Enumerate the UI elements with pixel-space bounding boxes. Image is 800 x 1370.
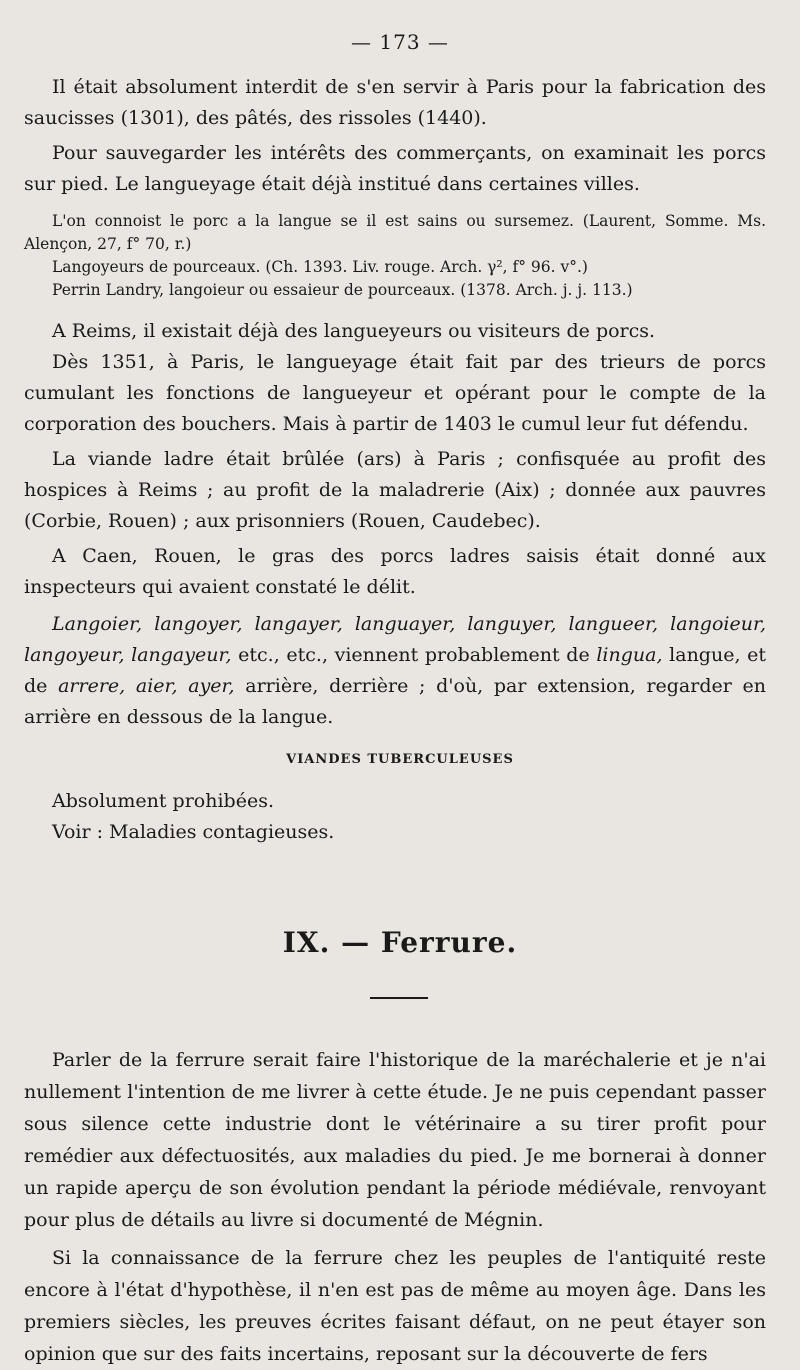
citation: Perrin Landry, langoieur ou essaieur de pourceaux. (1378. Arch. j. j. 113.) — [52, 281, 633, 299]
text-span: etc., etc., viennent probablement de — [231, 644, 597, 666]
text-span: arrière, derrière ; d'où, par extension, regarder en arrière en dessous de la langue. — [24, 675, 766, 728]
paragraph: Parler de la ferrure serait faire l'historique de la maréchalerie et je n'ai nullement l'intention de me livrer à cette étude. Je ne puis cependant passer sous silence cette industrie dont le vétérinaire a su tirer profit pour remédier aux défectuosités, aux maladies du pied. Je me bornerai à donner un rapide aperçu de son évolution pendant la période médiévale, renvoyant pour plus de détails au livre si documenté de Mégnin. — [24, 1049, 766, 1231]
chapter-title: IX. — Ferrure. — [282, 926, 518, 959]
etymology-paragraph — [24, 609, 766, 733]
middle-block — [24, 316, 766, 733]
citation: L'on connoist le porc a la langue se il est sains ou sursemez. (Laurent, Somme. Ms. Alençon, 27, f° 70, r.) — [24, 212, 766, 253]
page-number: — 173 — — [351, 30, 449, 54]
paragraph: Pour sauvegarder les intérêts des commerçants, on examinait les porcs sur pied. Le langueyage était déjà institué dans certaines villes. — [24, 142, 766, 195]
paragraph: Il était absolument interdit de s'en servir à Paris pour la fabrication des saucisses (1301), des pâtés, des rissoles (1440). — [24, 76, 766, 129]
bottom-block — [24, 1044, 766, 1370]
section-lines — [24, 786, 766, 848]
italic-words: Langoier, langoyer, langayer, languayer, languyer, langueer, langoieur, langoyeur, langayeur, — [24, 613, 766, 666]
citations-block — [24, 210, 766, 302]
section-line: Voir : Maladies contagieuses. — [52, 821, 335, 843]
italic-lingua: lingua, — [596, 644, 663, 666]
paragraph: A Caen, Rouen, le gras des porcs ladres saisis était donné aux inspecteurs qui avaient constaté le délit. — [24, 545, 766, 598]
paragraph: La viande ladre était brûlée (ars) à Paris ; confisquée au profit des hospices à Reims ; au profit de la maladrerie (Aix) ; donnée aux pauvres (Corbie, Rouen) ; aux prisonniers (Rouen, Caudebec). — [24, 448, 766, 532]
text-span: langue, et de — [24, 644, 766, 697]
section-line: Absolument prohibées. — [52, 790, 274, 812]
italic-arrere: arrere, aier, ayer, — [58, 675, 235, 697]
citation: Langoyeurs de pourceaux. (Ch. 1393. Liv. rouge. Arch. γ², f° 96. v°.) — [52, 258, 588, 276]
paragraph: Dès 1351, à Paris, le langueyage était fait par des trieurs de porcs cumulant les fonctions de langueyeur et opérant pour le compte de la corporation des bouchers. Mais à partir de 1403 le cumul leur fut défendu. — [24, 351, 766, 435]
paragraph: Si la connaissance de la ferrure chez les peuples de l'antiquité reste encore à l'état d'hypothèse, il n'en est pas de même au moyen âge. Dans les premiers siècles, les preuves écrites faisant défaut, on ne peut étayer son opinion que sur des faits incertains, reposant sur la découverte de fers — [24, 1247, 766, 1365]
title-rule — [370, 997, 428, 999]
paragraph: A Reims, il existait déjà des langueyeurs ou visiteurs de porcs. — [52, 320, 656, 342]
section-heading: VIANDES TUBERCULEUSES — [286, 752, 514, 767]
intro-block — [24, 72, 766, 200]
